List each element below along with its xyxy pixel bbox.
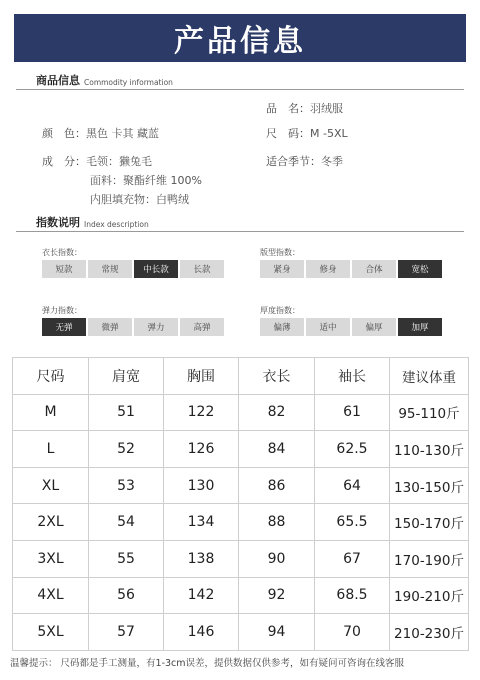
fit-option: 紧身 <box>260 260 304 278</box>
index-subtitle: Index description <box>84 220 149 229</box>
header-size: 尺码 <box>13 358 89 395</box>
collar-value: 毛领：獭兔毛 <box>86 155 152 168</box>
table-cell: 95-110斤 <box>390 394 469 431</box>
thickness-option: 偏薄 <box>260 318 304 336</box>
header-shoulder: 肩宽 <box>89 358 164 395</box>
table-cell: 82 <box>239 394 315 431</box>
composition-label: 成 分： <box>42 155 86 168</box>
thickness-option-selected: 加厚 <box>398 318 442 336</box>
table-cell: 138 <box>164 540 239 577</box>
elasticity-option-selected: 无弹 <box>42 318 86 336</box>
table-cell: 150-170斤 <box>390 504 469 541</box>
elasticity-option: 高弹 <box>180 318 224 336</box>
length-indicator-scale <box>42 260 224 278</box>
table-row <box>13 577 469 614</box>
elasticity-indicator-scale <box>42 318 224 336</box>
table-row <box>13 394 469 431</box>
measurement-note: 温馨提示： 尺码都是手工测量，有1-3cm误差，提供数据仅供参考，如有疑问可咨询在线客服 <box>10 658 405 669</box>
fit-indicator-label: 版型指数： <box>260 248 300 257</box>
header-banner <box>14 14 466 62</box>
table-cell: 67 <box>315 540 390 577</box>
thickness-indicator-label: 厚度指数： <box>260 306 300 315</box>
product-name-line <box>266 100 343 116</box>
elasticity-indicator-label: 弹力指数： <box>42 306 82 315</box>
table-row <box>13 467 469 504</box>
thickness-indicator <box>260 305 442 336</box>
page-title: 产品信息 <box>174 24 306 59</box>
table-cell: 61 <box>315 394 390 431</box>
thickness-indicator-scale <box>260 318 442 336</box>
elasticity-option: 微弹 <box>88 318 132 336</box>
table-cell: 130-150斤 <box>390 467 469 504</box>
length-option-selected: 中长款 <box>134 260 178 278</box>
index-title: 指数说明 <box>36 216 80 229</box>
table-cell: 53 <box>89 467 164 504</box>
table-row <box>13 540 469 577</box>
size-value: M -5XL <box>310 127 348 140</box>
table-cell: 4XL <box>13 577 89 614</box>
table-row <box>13 504 469 541</box>
table-cell: 70 <box>315 614 390 651</box>
table-cell: 210-230斤 <box>390 614 469 651</box>
table-cell: 146 <box>164 614 239 651</box>
index-divider <box>16 231 464 232</box>
table-cell: 68.5 <box>315 577 390 614</box>
table-cell: 122 <box>164 394 239 431</box>
table-cell: XL <box>13 467 89 504</box>
table-header-row <box>13 358 469 395</box>
product-name-label: 品 名： <box>266 102 310 115</box>
header-sleeve: 袖长 <box>315 358 390 395</box>
commodity-divider <box>16 89 464 90</box>
table-cell: 130 <box>164 467 239 504</box>
fit-option: 修身 <box>306 260 350 278</box>
table-cell: 62.5 <box>315 431 390 468</box>
commodity-section-heading <box>36 68 456 88</box>
table-cell: 2XL <box>13 504 89 541</box>
header-length: 衣长 <box>239 358 315 395</box>
table-row <box>13 431 469 468</box>
size-chart-table <box>12 357 469 651</box>
table-cell: 54 <box>89 504 164 541</box>
fabric-line <box>90 172 202 188</box>
table-row <box>13 614 469 651</box>
composition-line <box>42 153 152 169</box>
table-cell: 88 <box>239 504 315 541</box>
fit-option: 合体 <box>352 260 396 278</box>
table-cell: M <box>13 394 89 431</box>
table-cell: 94 <box>239 614 315 651</box>
table-cell: 170-190斤 <box>390 540 469 577</box>
thickness-option: 适中 <box>306 318 350 336</box>
table-cell: 57 <box>89 614 164 651</box>
fit-option-selected: 宽松 <box>398 260 442 278</box>
header-weight: 建议体重 <box>390 358 469 395</box>
table-cell: 3XL <box>13 540 89 577</box>
table-cell: 84 <box>239 431 315 468</box>
color-line <box>42 125 159 141</box>
table-cell: L <box>13 431 89 468</box>
season-value: 冬季 <box>321 155 343 168</box>
table-cell: 5XL <box>13 614 89 651</box>
fit-indicator <box>260 247 442 278</box>
elasticity-indicator <box>42 305 224 336</box>
length-indicator <box>42 247 224 278</box>
table-cell: 52 <box>89 431 164 468</box>
length-option: 常规 <box>88 260 132 278</box>
table-cell: 126 <box>164 431 239 468</box>
fabric-value: 面料：聚酯纤维 100% <box>90 174 202 187</box>
commodity-subtitle: Commodity information <box>84 78 173 87</box>
color-value: 黑色 卡其 藏蓝 <box>86 127 159 140</box>
length-option: 长款 <box>180 260 224 278</box>
filling-line <box>90 191 189 207</box>
season-line <box>266 153 343 169</box>
table-cell: 90 <box>239 540 315 577</box>
commodity-title: 商品信息 <box>36 74 80 87</box>
table-cell: 134 <box>164 504 239 541</box>
thickness-option: 偏厚 <box>352 318 396 336</box>
table-cell: 64 <box>315 467 390 504</box>
table-cell: 65.5 <box>315 504 390 541</box>
table-cell: 110-130斤 <box>390 431 469 468</box>
header-chest: 胸围 <box>164 358 239 395</box>
table-cell: 86 <box>239 467 315 504</box>
length-option: 短款 <box>42 260 86 278</box>
color-label: 颜 色： <box>42 127 86 140</box>
size-label: 尺 码： <box>266 127 310 140</box>
table-cell: 190-210斤 <box>390 577 469 614</box>
table-cell: 56 <box>89 577 164 614</box>
table-cell: 55 <box>89 540 164 577</box>
product-name-value: 羽绒服 <box>310 102 343 115</box>
elasticity-option: 弹力 <box>134 318 178 336</box>
length-indicator-label: 衣长指数： <box>42 248 82 257</box>
table-cell: 92 <box>239 577 315 614</box>
table-cell: 51 <box>89 394 164 431</box>
index-section-heading <box>36 210 456 230</box>
table-cell: 142 <box>164 577 239 614</box>
size-line <box>266 125 348 141</box>
season-label: 适合季节： <box>266 155 321 168</box>
filling-value: 内胆填充物：白鸭绒 <box>90 193 189 206</box>
fit-indicator-scale <box>260 260 442 278</box>
